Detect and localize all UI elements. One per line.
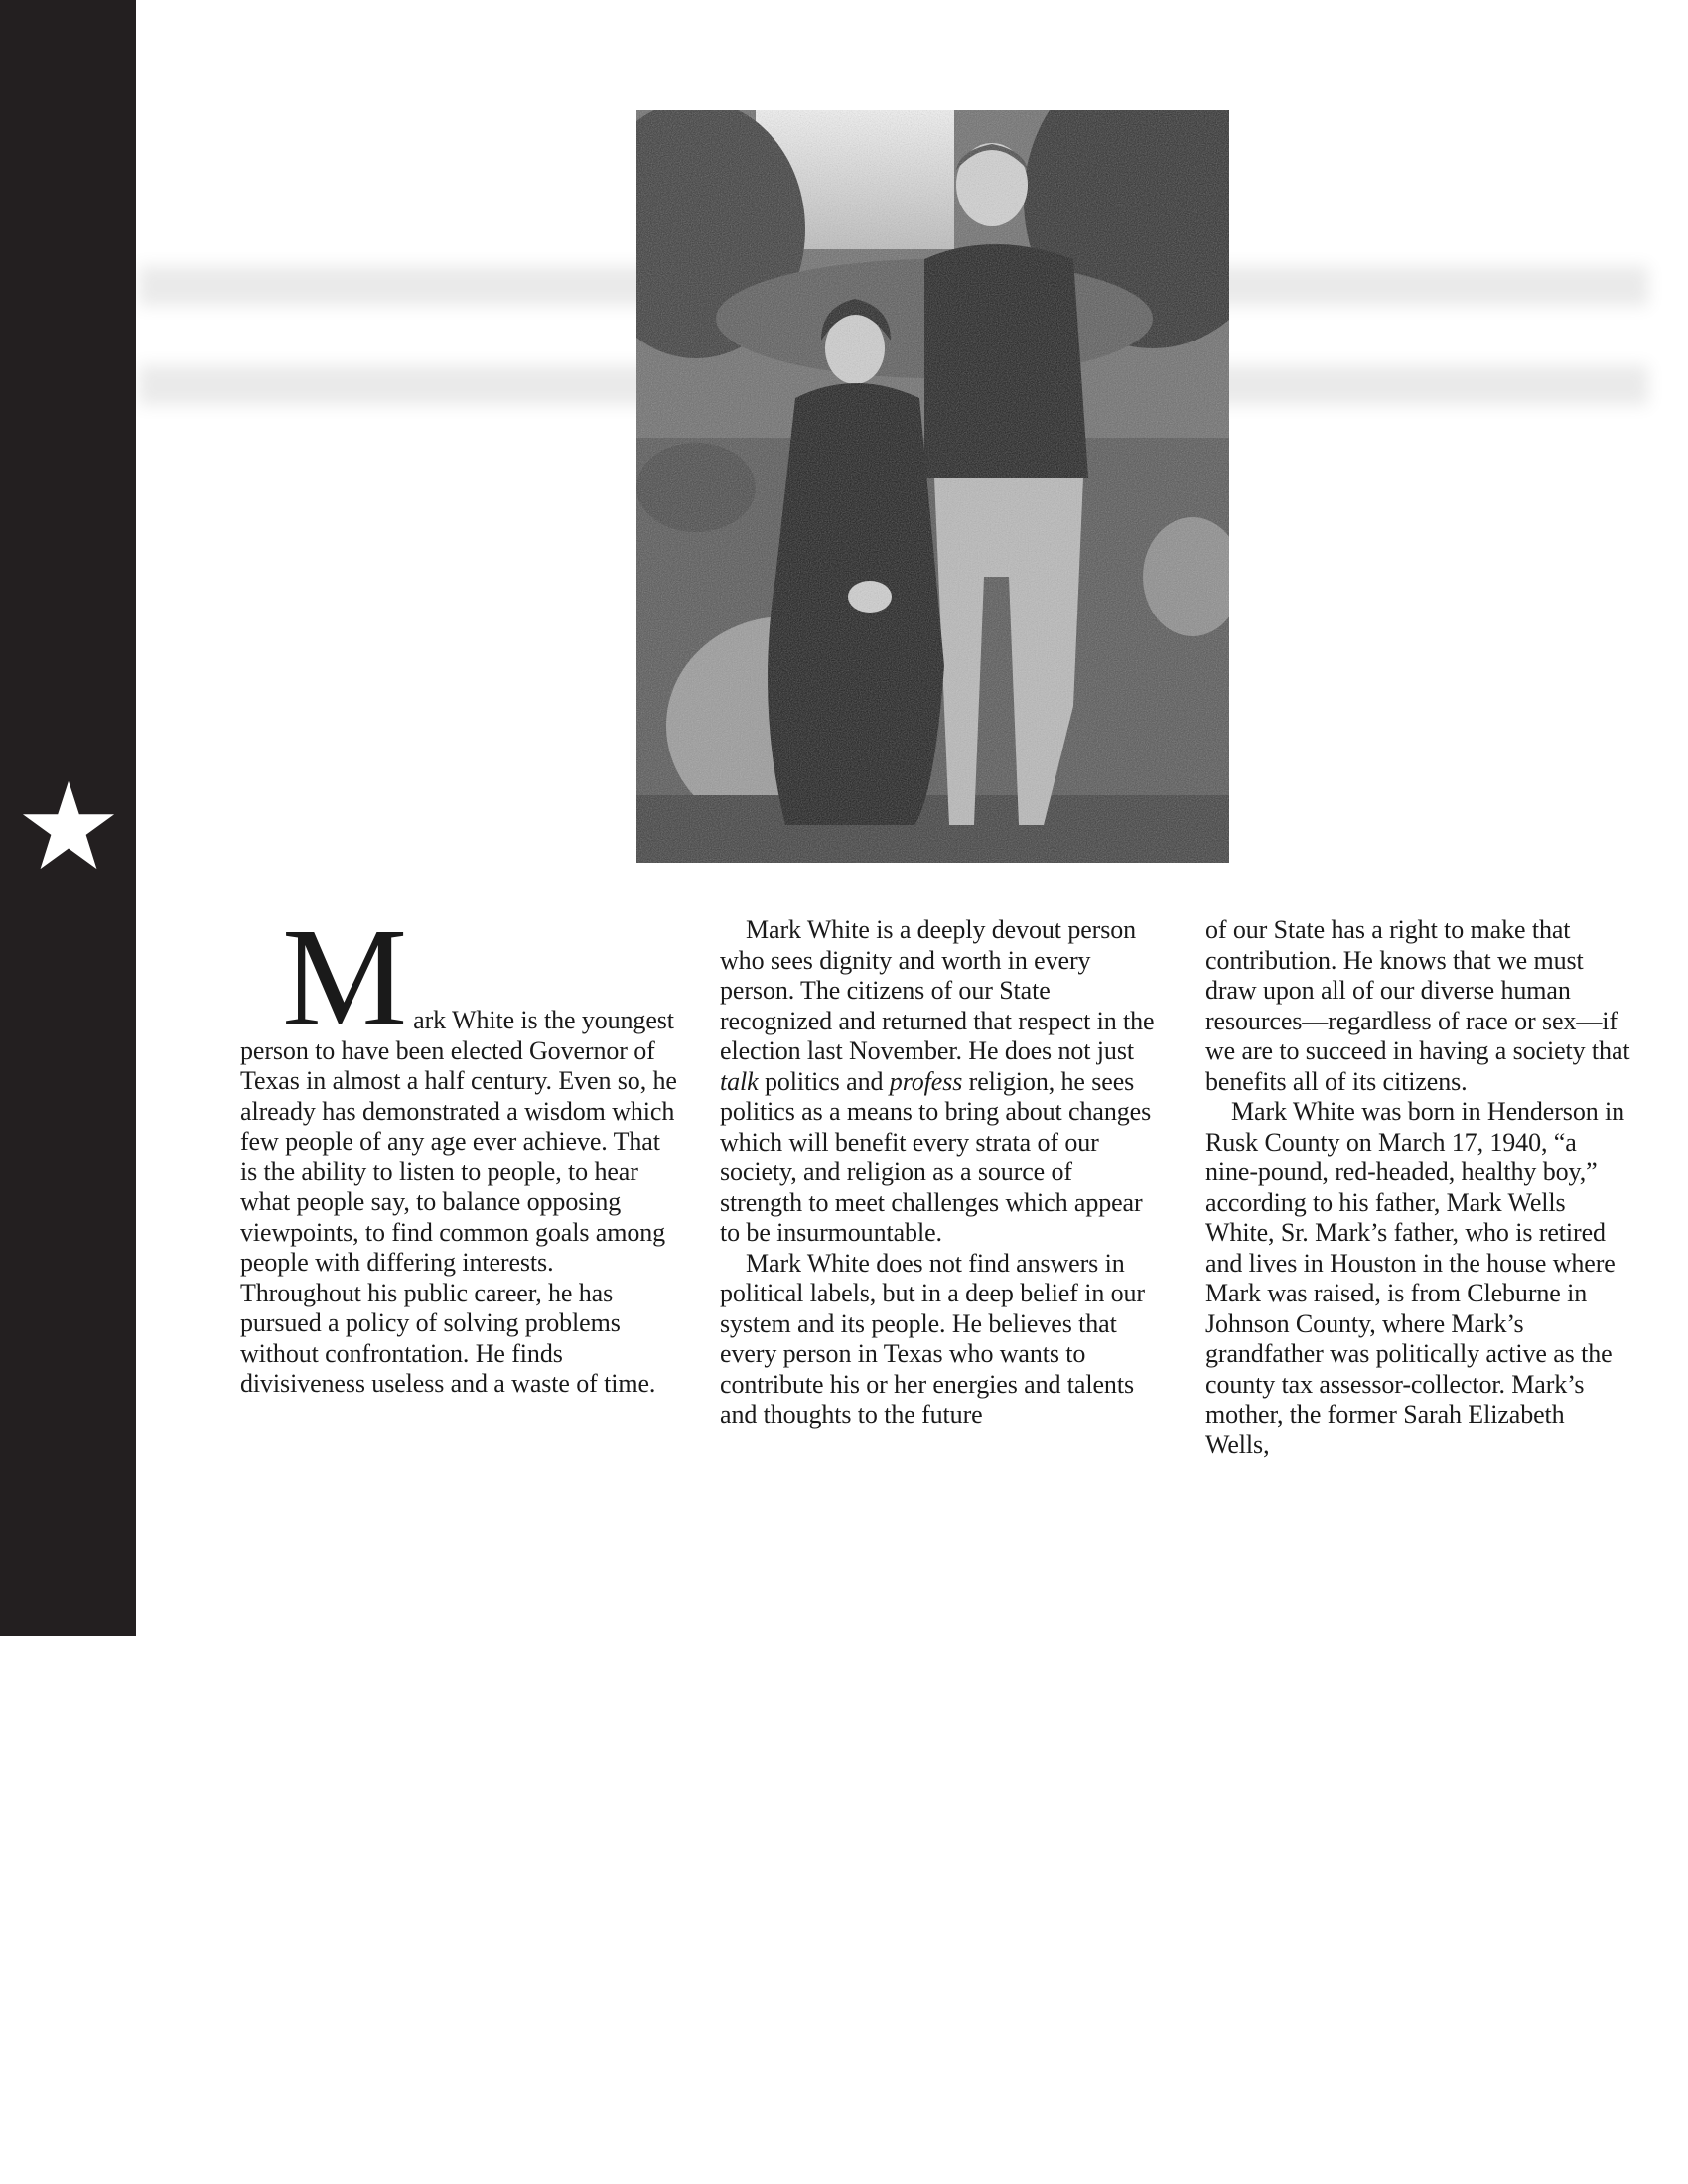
column-2-italic-profess: profess (889, 1066, 963, 1096)
article-column-1 (240, 898, 677, 1400)
star-icon (20, 777, 117, 875)
column-2-paragraph-1 (720, 915, 1157, 1249)
article-column-3 (1205, 915, 1632, 1460)
column-2-paragraph-2: Mark White does not find answers in political labels, but in a deep belief in our system and its people. He believes that every person in Texas who wants to contribute his or her energies and talents and thoughts to the future (720, 1248, 1145, 1429)
column-2-text-a: Mark White is a deeply devout person who sees dignity and worth in every person. The citizens of our State recognized and returned that respect in the election last November. He does not just (720, 915, 1155, 1065)
side-band (0, 0, 136, 1636)
column-1-paragraph: ark White is the youngest person to have been elected Governor of Texas in almost a half century. Even so, he already has demonstrated a wisdom which few people of any age ever achieve. That is the ability to listen to people, to hear what people say, to balance opposing viewpoints, to find common goals among people with differing interests. Throughout his public career, he has pursued a policy of solving problems without confrontation. He finds divisiveness useless and a waste of time. (240, 1006, 677, 1398)
couple-photo (636, 110, 1229, 863)
photo-illustration (636, 110, 1229, 863)
drop-cap: M (282, 898, 408, 1055)
article-column-2 (720, 915, 1157, 1431)
column-3-paragraph-1: of our State has a right to make that contribution. He knows that we must draw upon all of our diverse human resources—regardless of race or sex—if we are to succeed in having a society that benefits all of its citizens. (1205, 915, 1630, 1096)
column-2-text-c: religion, he sees politics as a means to bring about changes which will benefit every strata of our society, and religion as a source of strength to meet challenges which appear to be insurmountable. (720, 1066, 1152, 1247)
column-3-paragraph-2: Mark White was born in Henderson in Rusk County on March 17, 1940, “a nine-pound, red-headed, healthy boy,” according to his father, Mark Wells White, Sr. Mark’s father, who is retired and lives in Houston in the house where Mark was raised, is from Cleburne in Johnson County, where Mark’s grandfather was politically active as the county tax assessor-collector. Mark’s mother, the former Sarah Elizabeth Wells, (1205, 1097, 1625, 1459)
column-2-text-b: politics and (758, 1066, 890, 1096)
column-2-italic-talk: talk (720, 1066, 759, 1096)
